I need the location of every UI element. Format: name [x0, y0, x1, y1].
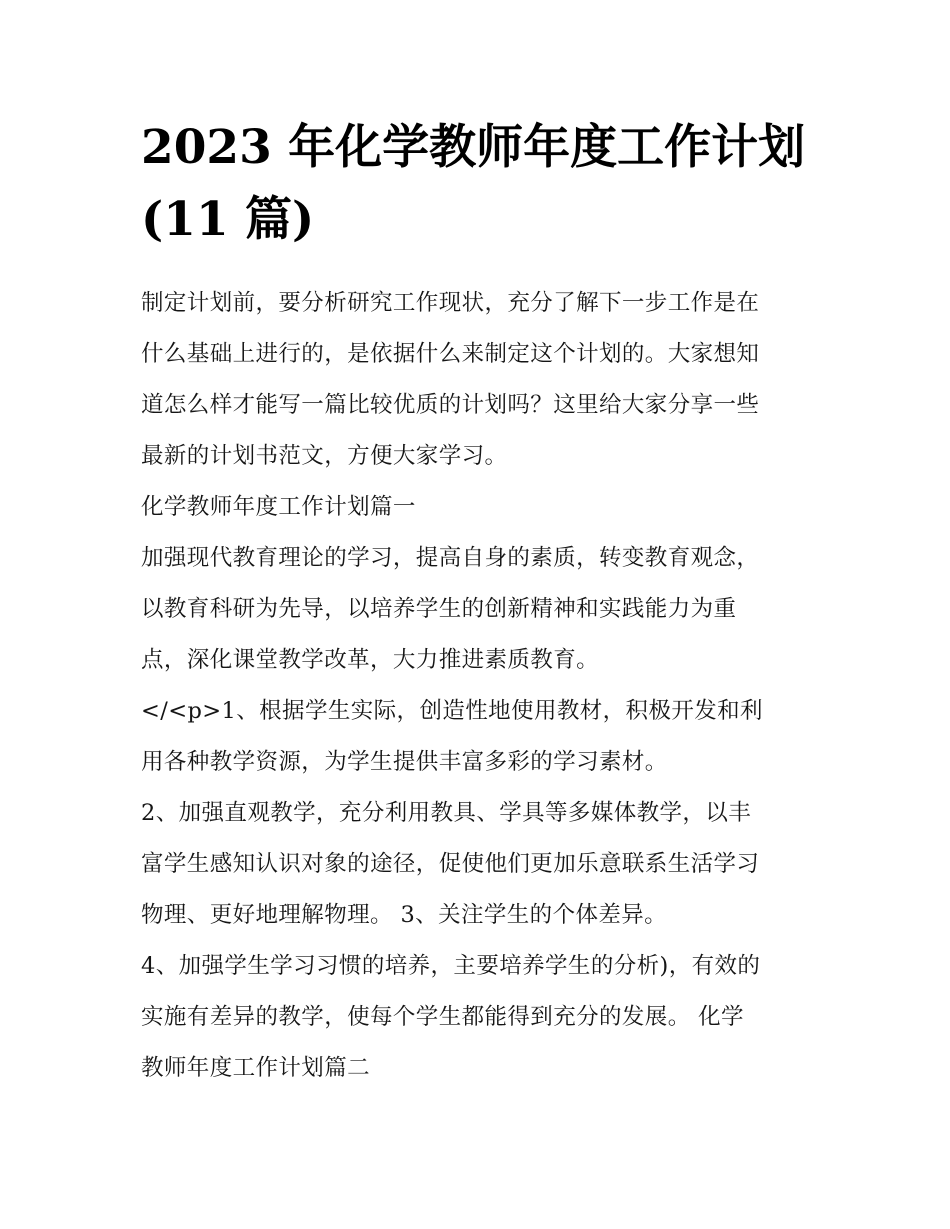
body-line: 教师年度工作计划篇二 [141, 1055, 371, 1081]
body-line: </<p>1、根据学生实际，创造性地使用教材，积极开发和利 [141, 698, 763, 724]
body-line: 以教育科研为先导，以培养学生的创新精神和实践能力为重 [141, 596, 737, 622]
body-line: 什么基础上进行的，是依据什么来制定这个计划的。大家想知 [141, 341, 760, 367]
body-line: 点，深化课堂教学改革，大力推进素质教育。 [141, 647, 600, 673]
body-line: 2、加强直观教学，充分利用教具、学具等多媒体教学，以丰 [141, 800, 752, 826]
document-title [141, 112, 821, 256]
body-line: 物理、更好地理解物理。 3、关注学生的个体差异。 [141, 902, 668, 928]
title-line-2: (11 篇) [141, 192, 315, 247]
body-line: 最新的计划书范文，方便大家学习。 [141, 443, 508, 469]
section-heading: 化学教师年度工作计划篇一 [141, 494, 416, 520]
body-line: 制定计划前，要分析研究工作现状，充分了解下一步工作是在 [141, 290, 760, 316]
body-line: 实施有差异的教学，使每个学生都能得到充分的发展。 化学 [141, 1004, 744, 1030]
body-line: 道怎么样才能写一篇比较优质的计划吗？这里给大家分享一些 [141, 392, 760, 418]
title-line-1: 2023 年化学教师年度工作计划 [141, 120, 806, 175]
document-body [141, 278, 821, 1094]
body-line: 加强现代教育理论的学习，提高自身的素质，转变教育观念， [141, 545, 760, 571]
body-line: 4、加强学生学习习惯的培养，主要培养学生的分析)，有效的 [141, 953, 761, 979]
body-line: 富学生感知认识对象的途径，促使他们更加乐意联系生活学习 [141, 851, 760, 877]
body-line: 用各种教学资源，为学生提供丰富多彩的学习素材。 [141, 749, 668, 775]
